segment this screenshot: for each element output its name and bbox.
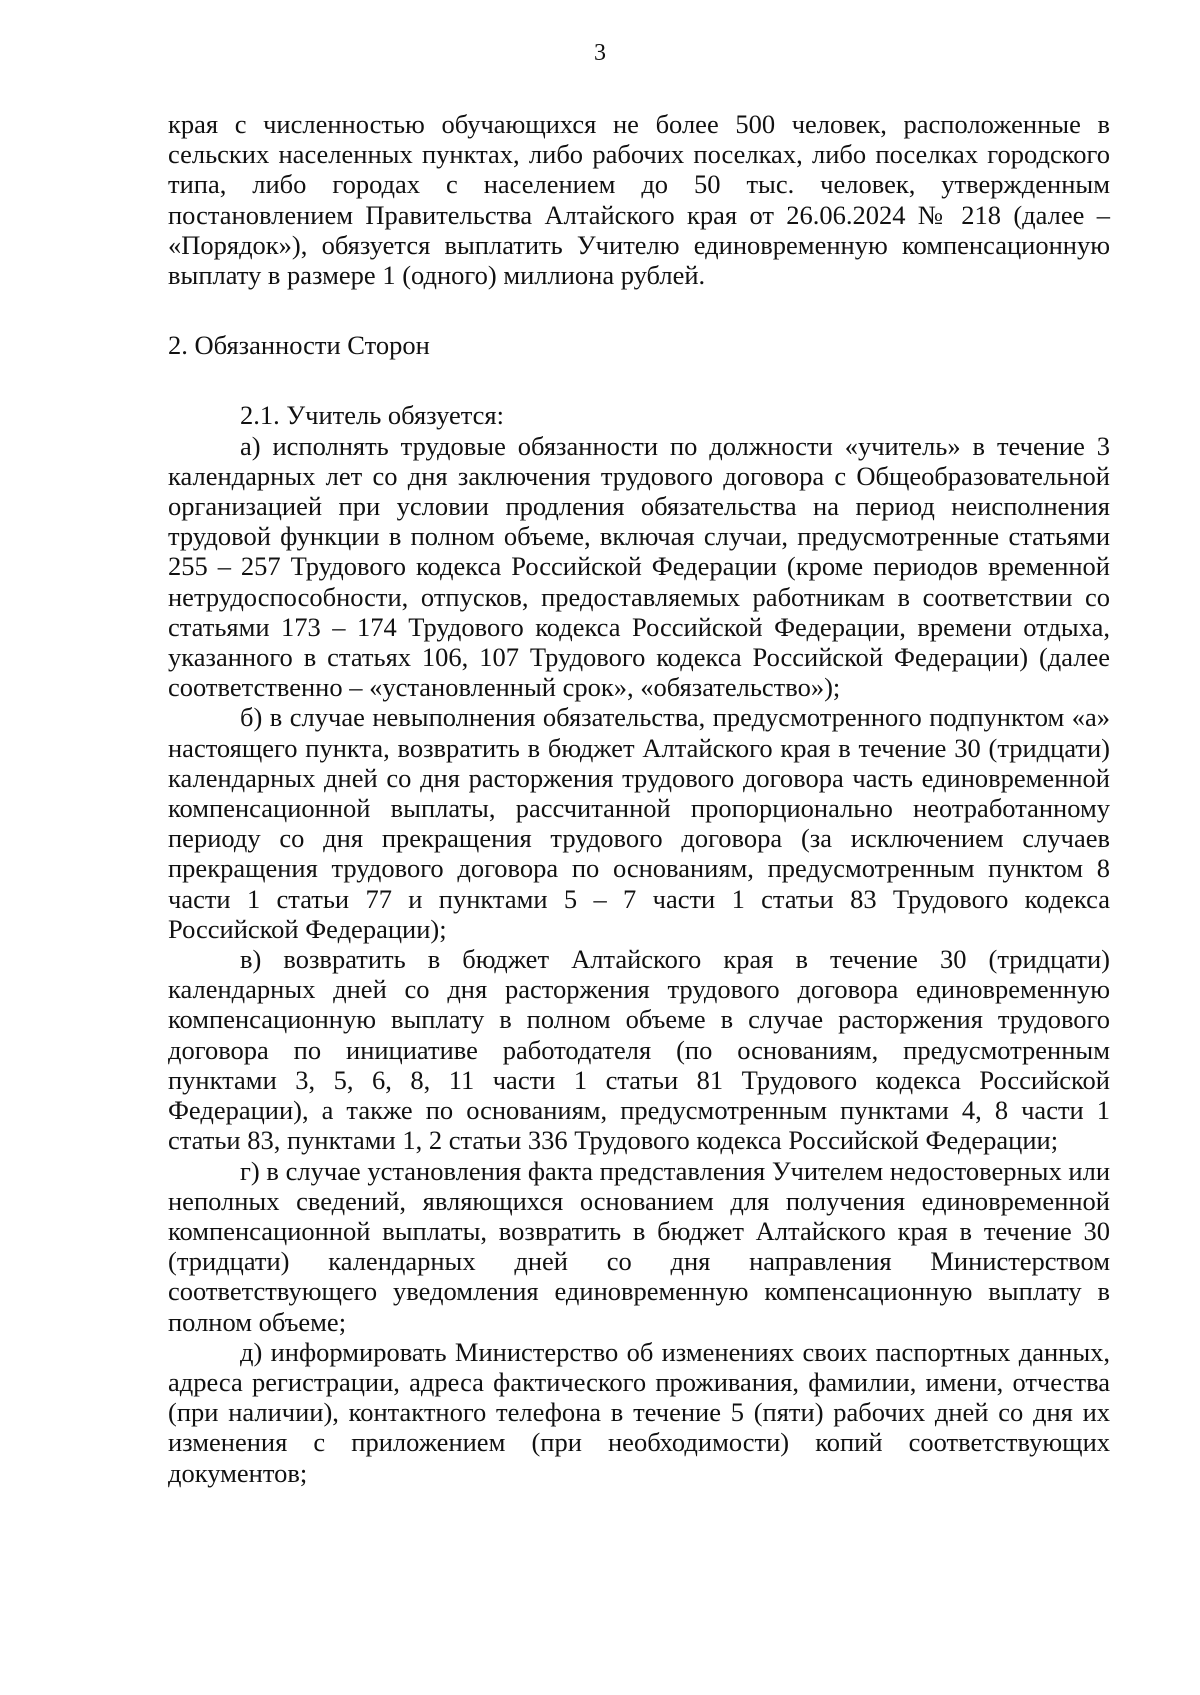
page-number: 3 <box>594 40 606 66</box>
clause-2-1: 2.1. Учитель обязуется: <box>240 400 504 431</box>
section-heading: 2. Обязанности Сторон <box>168 330 430 361</box>
item-d: д) информировать Министерство об изменениях своих паспортных данных, адреса регистрации, адреса фактического проживания, фамилии, имени, отчества (при наличии), контактного телефона в течение 5 (пяти) рабочих дней со дня их изменения с приложением (при необходимости) копий соответствующих документов; <box>168 1336 1110 1488</box>
item-v: в) возвратить в бюджет Алтайского края в течение 30 (тридцати) календарных дней со дня расторжения трудового договора единовременную компенсационную выплату в полном объеме в случае расторжения трудового договора по инициативе работодателя (по основаниям, предусмотренным пунктами 3, 5, 6, 8, 11 части 1 статьи 81 Трудового кодекса Российской Федерации), а также по основаниям, предусмотренным пунктами 4, 8 части 1 статьи 83, пунктами 1, 2 статьи 336 Трудового кодекса Российской Федерации; <box>168 944 1110 1156</box>
item-g: г) в случае установления факта представления Учителем недостоверных или неполных сведений, являющихся основанием для получения единовременной компенсационной выплаты, возвратить в бюджет Алтайского края в течение 30 (тридцати) календарных дней со дня направления Министерством соответствующего уведомления единовременную компенсационную выплату в полном объеме; <box>168 1155 1110 1337</box>
item-a: а) исполнять трудовые обязанности по должности «учитель» в течение 3 календарных лет со дня заключения трудового договора с Общеобразовательной организацией при условии продления обязательства на период неисполнения трудовой функции в полном объеме, включая случаи, предусмотренные статьями 255 – 257 Трудового кодекса Российской Федерации (кроме периодов временной нетрудоспособности, отпусков, предоставляемых работникам в соответствии со статьями 173 – 174 Трудового кодекса Российской Федерации, времени отдыха, указанного в статьях 106, 107 Трудового кодекса Российской Федерации) (далее соответственно – «установленный срок», «обязательство»); <box>168 430 1110 703</box>
intro-paragraph: края с численностью обучающихся не более 500 человек, расположенные в сельских населенных пунктах, либо рабочих поселках, либо поселках городского типа, либо городах с населением до 50 тыс. человек, утвержденным постановлением Правительства Алтайского края от 26.06.2024 № 218 (далее – «Порядок»), обязуется выплатить Учителю единовременную компенсационную выплату в размере 1 (одного) миллиона рублей. <box>168 109 1110 291</box>
item-b: б) в случае невыполнения обязательства, предусмотренного подпунктом «а» настоящего пункта, возвратить в бюджет Алтайского края в течение 30 (тридцати) календарных дней со дня расторжения трудового договора часть единовременной компенсационной выплаты, рассчитанной пропорционально неотработанному периоду со дня прекращения трудового договора (за исключением случаев прекращения трудового договора по основаниям, предусмотренным пунктом 8 части 1 статьи 77 и пунктами 5 – 7 части 1 статьи 83 Трудового кодекса Российской Федерации); <box>168 702 1110 944</box>
document-body <box>168 109 1110 1488</box>
